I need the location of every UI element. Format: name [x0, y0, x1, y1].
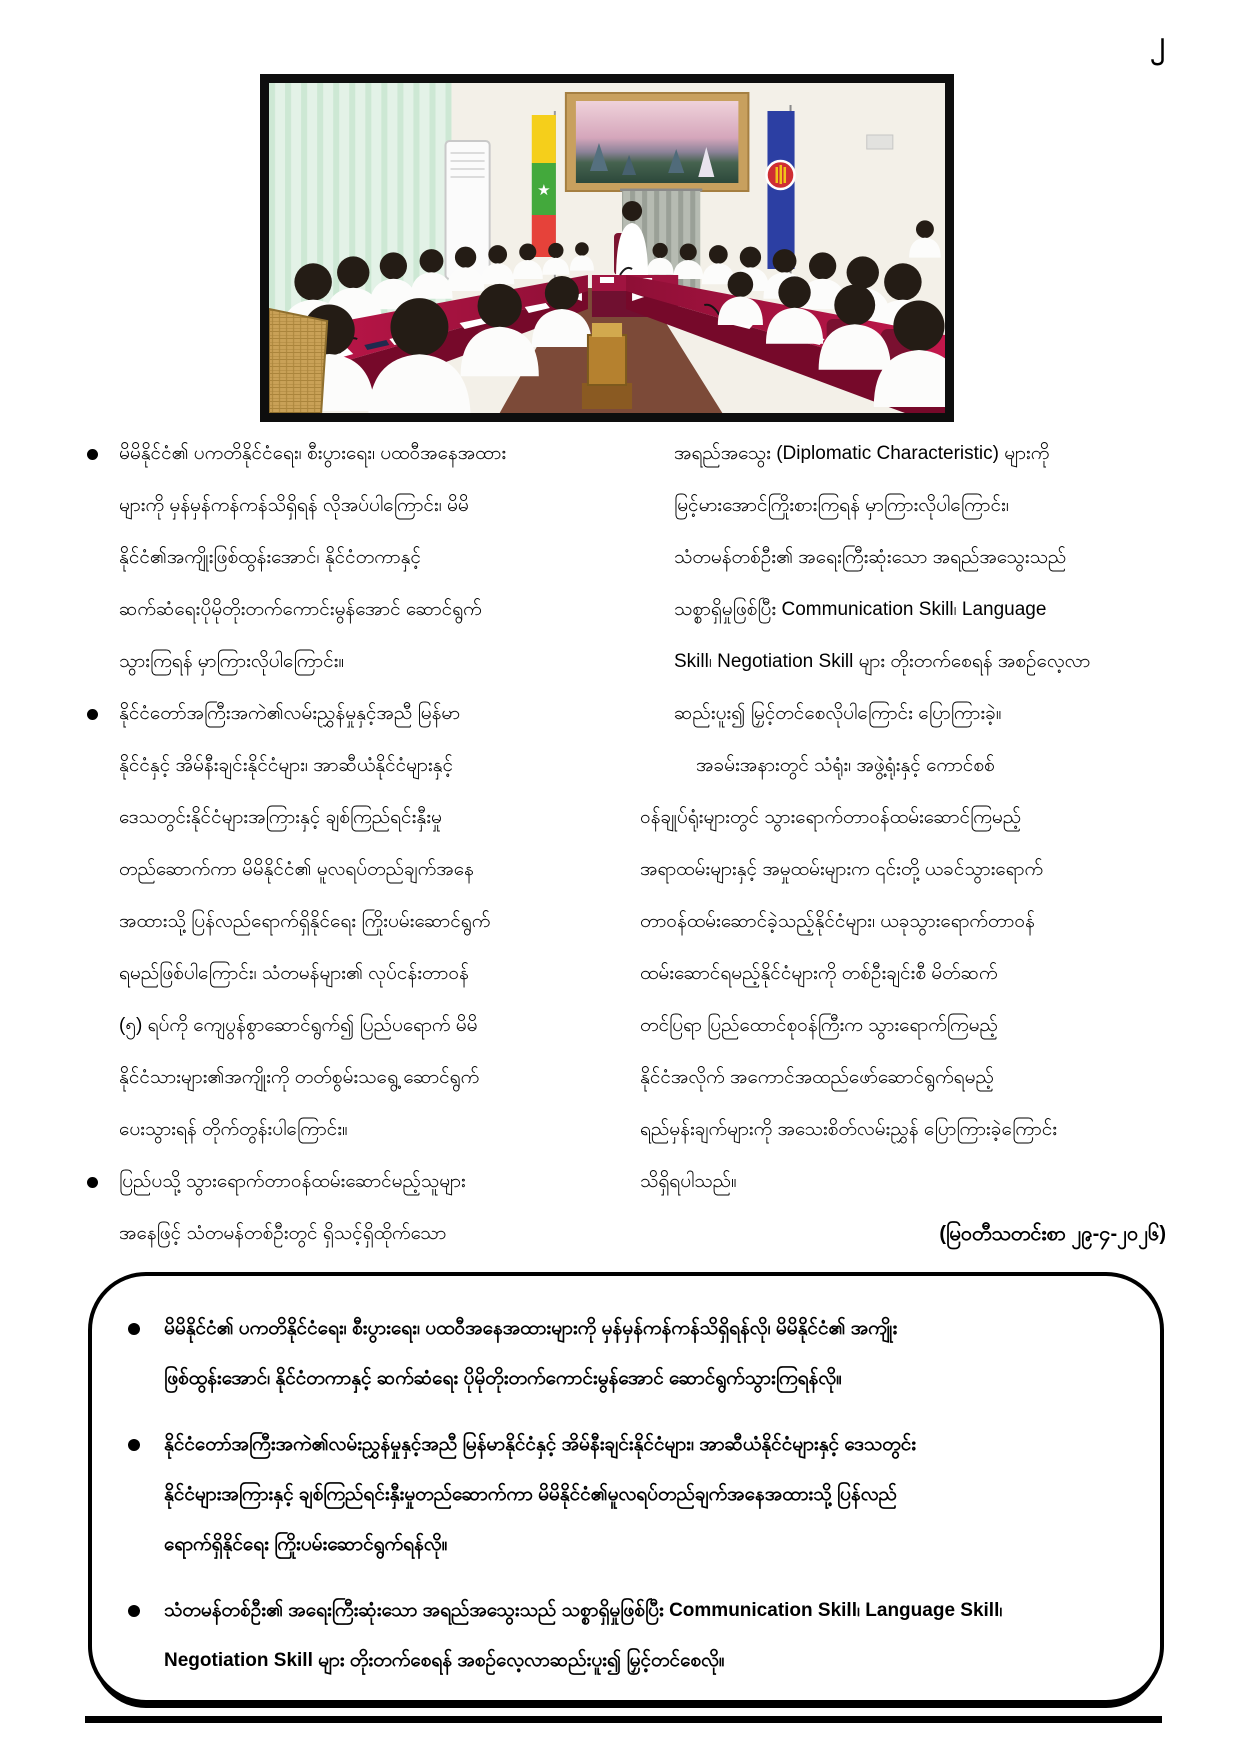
article-line: သံတမန်တစ်ဦး၏ အရေးကြီးဆုံးသော အရည်အသွေးသည်: [674, 547, 1067, 568]
summary-line: နိုင်ငံများအကြားနှင့် ချစ်ကြည်ရင်းနှီးမှုတည်ဆောက်ကာ မိမိနိုင်ငံ၏မူလရပ်တည်ချက်အနေအထားသို့ ပြန်လည်: [164, 1484, 897, 1505]
article-line: အရာထမ်းများနှင့် အမှုထမ်းများက ၎င်းတို့ ယခင်သွားရောက်: [640, 859, 1044, 880]
bagan-painting: [566, 93, 749, 191]
summary-line: ဖြစ်ထွန်းအောင်၊ နိုင်ငံတကာနှင့် ဆက်ဆံရေး ပိုမိုတိုးတက်ကောင်းမွန်အောင် ဆောင်ရွက်သွားကြရန်လို။: [164, 1368, 842, 1389]
article-line: မိမိနိုင်ငံ၏ ပကတိနိုင်ငံရေး၊ စီးပွားရေး၊ ပထဝီအနေအထား: [119, 443, 507, 464]
article-line: တင်ပြရာ ပြည်ထောင်စုဝန်ကြီးက သွားရောက်ကြမည့်: [640, 1015, 998, 1036]
article-line: တာဝန်ထမ်းဆောင်ခဲ့သည့်နိုင်ငံများ၊ ယခုသွားရောက်တာဝန်: [640, 911, 1035, 932]
meeting-photo: [260, 74, 954, 422]
summary-line: သံတမန်တစ်ဦး၏ အရေးကြီးဆုံးသော အရည်အသွေးသည် သစ္စာရှိမှုဖြစ်ပြီး Communication Skill၊ Language Skill၊: [164, 1600, 1003, 1621]
page-number: ၂: [1150, 26, 1165, 59]
svg-text:★: ★: [537, 182, 551, 199]
article-line: ပြည်ပသို့ သွားရောက်တာဝန်ထမ်းဆောင်မည့်သူများ: [119, 1171, 466, 1192]
article-line: ရမည်ဖြစ်ပါကြောင်း၊ သံတမန်များ၏ လုပ်ငန်းတာဝန်: [119, 963, 469, 984]
article-bullet-item: [85, 688, 625, 1156]
summary-line: ရောက်ရှိနိုင်ရေး ကြိုးပမ်းဆောင်ရွက်ရန်လို။: [164, 1534, 448, 1555]
article-line: အခမ်းအနားတွင် သံရုံး၊ အဖွဲ့ရုံးနှင့် ကောင်စစ်: [696, 755, 995, 776]
article-line: နိုင်ငံ၏အကျိုးဖြစ်ထွန်းအောင်၊ နိုင်ငံတကာနှင့်: [119, 547, 421, 568]
article-line: (၅) ရပ်ကို ကျေပွန်စွာဆောင်ရွက်၍ ပြည်ပရောက် မိမိ: [119, 1015, 478, 1036]
wooden-stand: [582, 323, 632, 409]
article-continuation: [640, 428, 1166, 740]
bullet-dot: [87, 709, 98, 720]
article-line: သွားကြရန် မှာကြားလိုပါကြောင်း။: [119, 651, 345, 672]
summary-line: နိုင်ငံတော်အကြီးအကဲ၏လမ်းညွှန်မှုနှင့်အညီ မြန်မာနိုင်ငံနှင့် အိမ်နီးချင်းနိုင်ငံများ၊ အာဆီယံနိုင်ငံများနှင့် ဒေသတွင်း: [164, 1434, 917, 1455]
article-line: အနေဖြင့် သံတမန်တစ်ဦးတွင် ရှိသင့်ရှိထိုက်သော: [119, 1223, 447, 1244]
article-line: အရည်အသွေး (Diplomatic Characteristic) များကို: [674, 443, 1050, 464]
article-line: နိုင်ငံအလိုက် အကောင်အထည်ဖော်ဆောင်ရွက်ရမည့်: [640, 1067, 994, 1088]
summary-bullet-item: [126, 1586, 1124, 1686]
bottom-rule: [85, 1716, 1162, 1723]
article-line: Skill၊ Negotiation Skill များ တိုးတက်စေရန် အစဉ်လေ့လာ: [674, 651, 1091, 672]
summary-bullet-item: [126, 1420, 1124, 1570]
article-line: သိရှိရပါသည်။: [640, 1171, 737, 1192]
article-line: နိုင်ငံသားများ၏အကျိုးကို တတ်စွမ်းသရွေ့ ဆောင်ရွက်: [119, 1067, 480, 1088]
bullet-dot: [87, 449, 98, 460]
article-bullet-item: [85, 1156, 625, 1260]
article-line: ပေးသွားရန် တိုက်တွန်းပါကြောင်း။: [119, 1119, 348, 1140]
bullet-dot: [87, 1177, 98, 1188]
article-line: ရည်မှန်းချက်များကို အသေးစိတ်လမ်းညွှန် ပြောကြားခဲ့ကြောင်း: [640, 1119, 1058, 1140]
summary-bullet-item: [126, 1304, 1124, 1404]
bullet-dot: [128, 1605, 140, 1617]
summary-line: မိမိနိုင်ငံ၏ ပကတိနိုင်ငံရေး၊ စီးပွားရေး၊ ပထဝီအနေအထားများကို မှန်မှန်ကန်ကန်သိရှိရန်လို၊ မိမိနိုင်ငံ၏ အကျိုး: [164, 1318, 898, 1339]
article-line: အထားသို့ ပြန်လည်ရောက်ရှိနိုင်ရေး ကြိုးပမ်းဆောင်ရွက်: [119, 911, 491, 932]
bullet-dot: [128, 1439, 140, 1451]
source-citation: (မြဝတီသတင်းစာ ၂၉-၄-၂၀၂၆): [939, 1223, 1166, 1245]
article-line: ထမ်းဆောင်ရမည့်နိုင်ငံများကို တစ်ဦးချင်းစီ မိတ်ဆက်: [640, 963, 998, 984]
article-bullet-item: [85, 428, 625, 688]
article-line: မြင့်မားအောင်ကြိုးစားကြရန် မှာကြားလိုပါကြောင်း၊: [674, 495, 1009, 516]
meeting-photo-illustration: [269, 83, 945, 413]
article-line: ဆက်ဆံရေးပိုမိုတိုးတက်ကောင်းမွန်အောင် ဆောင်ရွက်: [119, 599, 482, 620]
article-line: သစ္စာရှိမှုဖြစ်ပြီး Communication Skill၊ Language: [674, 599, 1047, 620]
summary-box: [88, 1272, 1164, 1704]
bullet-dot: [128, 1323, 140, 1335]
article-paragraph: [640, 740, 1166, 1208]
article-line: နိုင်ငံတော်အကြီးအကဲ၏လမ်းညွှန်မှုနှင့်အညီ မြန်မာ: [119, 703, 461, 724]
article-line: များကို မှန်မှန်ကန်ကန်သိရှိရန် လိုအပ်ပါကြောင်း၊ မိမိ: [119, 495, 469, 516]
wall-vent: [867, 135, 893, 149]
article-line: ဆည်းပူး၍ မြှင့်တင်စေလိုပါကြောင်း ပြောကြားခဲ့။: [674, 703, 1002, 724]
summary-line: Negotiation Skill များ တိုးတက်စေရန် အစဉ်လေ့လာဆည်းပူး၍ မြှင့်တင်စေလို။: [164, 1650, 725, 1671]
article-line: နိုင်ငံနှင့် အိမ်နီးချင်းနိုင်ငံများ၊ အာဆီယံနိုင်ငံများနှင့်: [119, 755, 454, 776]
article-line: ဒေသတွင်းနိုင်ငံများအကြားနှင့် ချစ်ကြည်ရင်းနှီးမှု: [119, 807, 442, 828]
article-left-column: [85, 428, 625, 1260]
article-right-column: [640, 428, 1166, 1260]
wicker-chair: [269, 309, 327, 413]
article-line: တည်ဆောက်ကာ မိမိနိုင်ငံ၏ မူလရပ်တည်ချက်အနေ: [119, 859, 474, 880]
article-line: ဝန်ချုပ်ရုံးများတွင် သွားရောက်တာဝန်ထမ်းဆောင်ကြမည့်: [640, 807, 1022, 828]
